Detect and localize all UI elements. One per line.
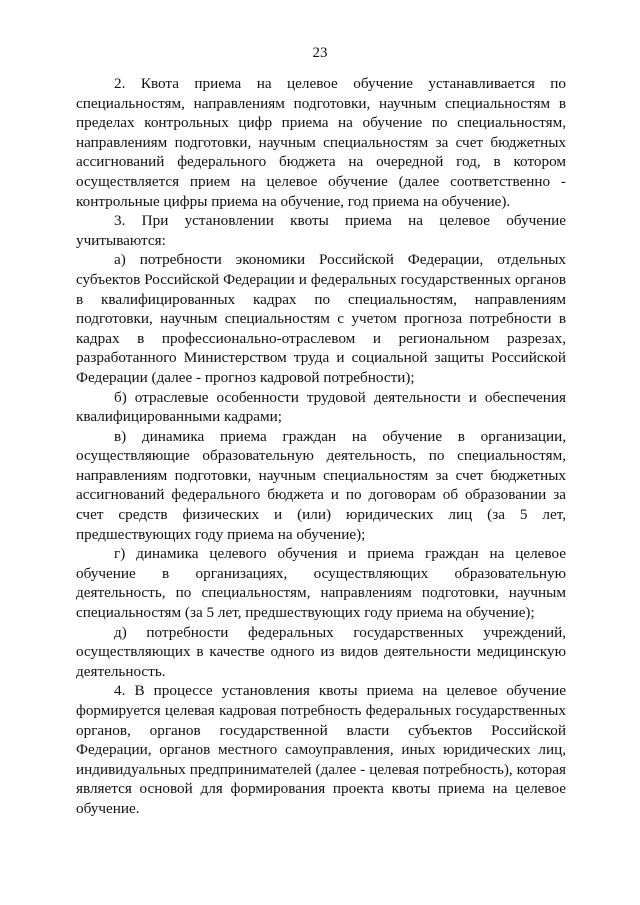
paragraph-subitem-b: б) отраслевые особенности трудовой деятельности и обеспечения квалифицированными кадрами; [76,388,566,426]
paragraph-subitem-v: в) динамика приема граждан на обучение в организации, осуществляющие образовательную деятельность, по специальностям, направлениям подготовки, научным специальностям за счет бюджетных ассигнований федерального бюджета и по договорам об образовании за счет средств физических и (или) юридических лиц (за 5 лет, предшествующих году приема на обучение); [76,427,566,543]
paragraph-subitem-a: а) потребности экономики Российской Федерации, отдельных субъектов Российской Федерации и федеральных государственных органов в квалифицированных кадрах по специальностям, направлениям подготовки, научным специальностям с учетом прогноза потребности в кадрах в профессионально-отраслевом и региональном разрезах, разработанного Министерством труда и социальной защиты Российской Федерации (далее - прогноз кадровой потребности); [76,251,566,386]
paragraph-item-4-target-demand: 4. В процессе установления квоты приема на целевое обучение формируется целевая кадровая потребность федеральных государственных органов, органов государственной власти субъектов Российской Федерации, органов местного самоуправления, иных юридических лиц, индивидуальных предпринимателей (далее - целевая потребность), которая является основой для формирования проекта квоты приема на целевое обучение. [76,682,566,817]
page-number: 23 [312,45,328,61]
paragraph-subitem-d: д) потребности федеральных государственных учреждений, осуществляющих в качестве одного из видов деятельности медицинскую деятельность. [76,623,566,680]
paragraph-subitem-g: г) динамика целевого обучения и приема граждан на целевое обучение в организациях, осуществляющих образовательную деятельность, по специальностям, направлениям подготовки, научным специальностям (за 5 лет, предшествующих году приема на обучение); [76,545,566,622]
paragraph-item-2-quota: 2. Квота приема на целевое обучение устанавливается по специальностям, направлениям подготовки, научным специальностям в пределах контрольных цифр приема на обучение по специальностям, направлениям подготовки, научным специальностям за счет бюджетных ассигнований федерального бюджета на очередной год, в котором осуществляется прием на целевое обучение (далее соответственно - контрольные цифры приема на обучение, год приема на обучение). [76,75,566,210]
document-body [76,74,566,819]
paragraph-item-3-intro: 3. При установлении квоты приема на целевое обучение учитываются: [76,212,566,249]
